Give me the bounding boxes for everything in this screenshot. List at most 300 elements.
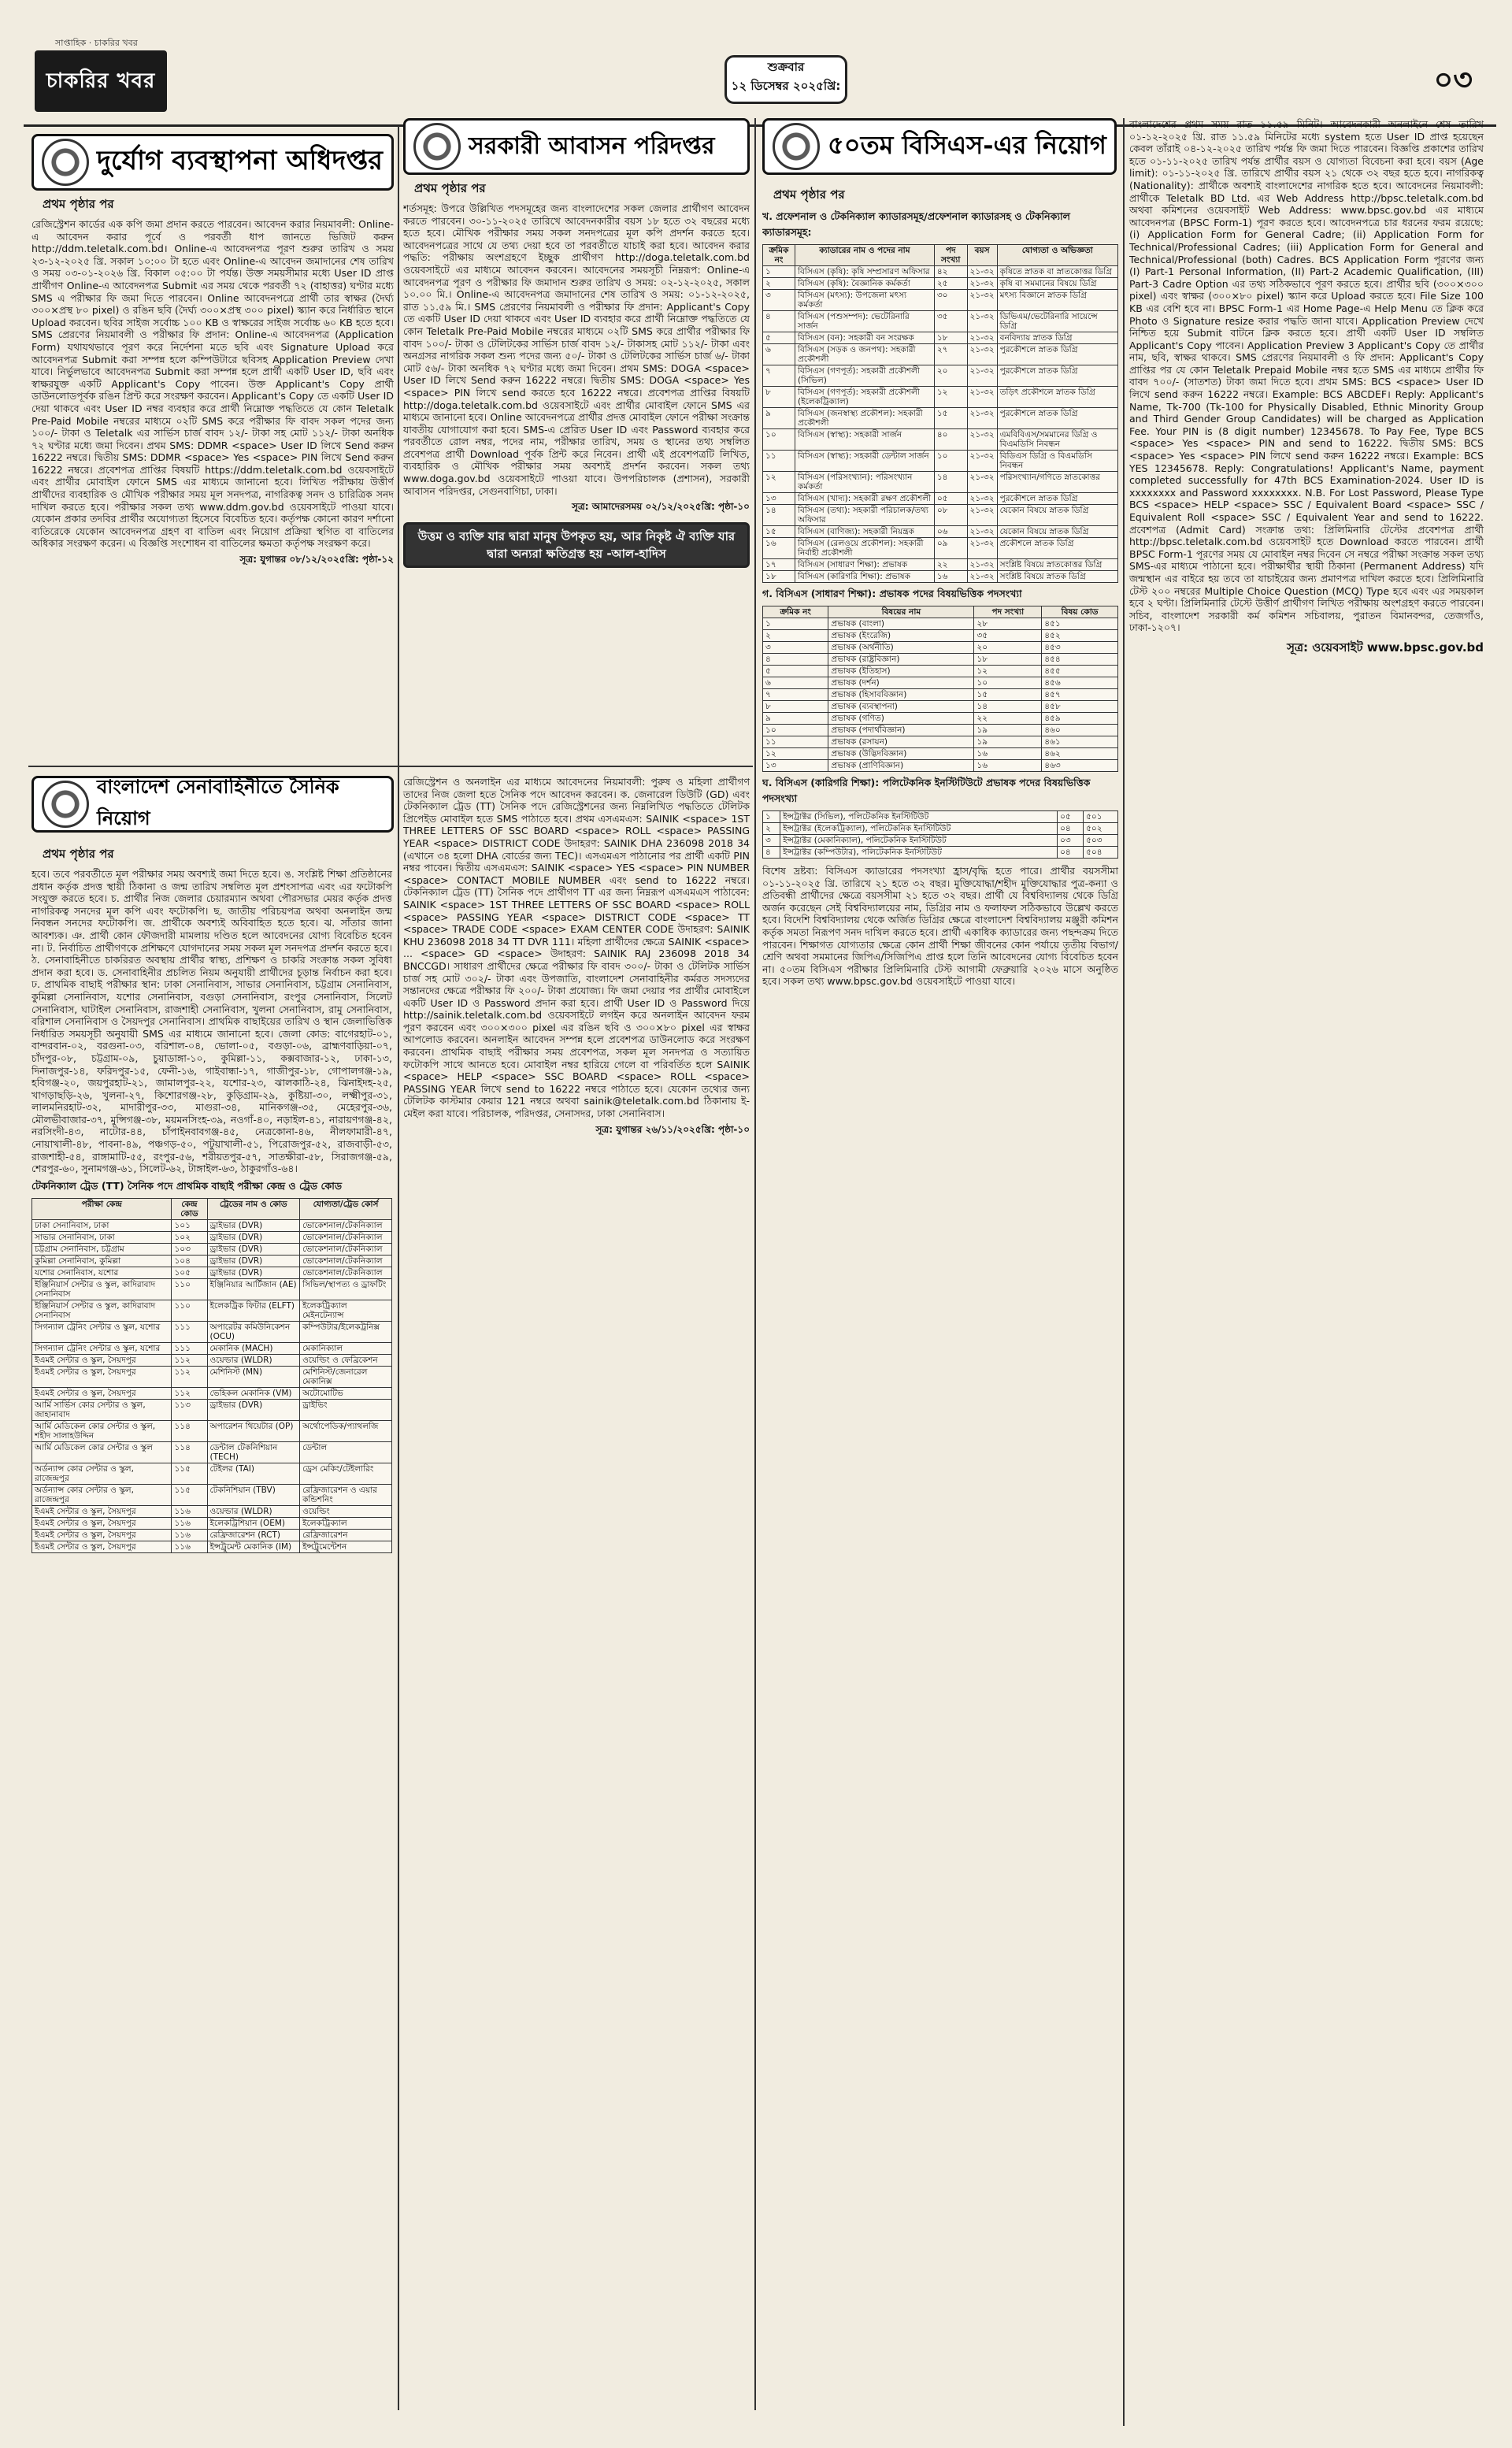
table-cell: ঢাকা সেনানিবাস, ঢাকা <box>32 1219 172 1231</box>
table-cell: ড্রাইভার (DVR) <box>207 1267 300 1278</box>
table-cell: পুরকৌশলে স্নাতক ডিগ্রি <box>997 493 1117 505</box>
table-cell: ৭ <box>763 689 828 701</box>
table-cell: ২১-৩২ <box>967 559 997 571</box>
table-cell: ১০৪ <box>172 1255 207 1267</box>
table-header-cell: পরীক্ষা কেন্দ্র <box>32 1198 172 1219</box>
table-cell: বিসিএস (বন): সহকারী বন সংরক্ষক <box>795 332 935 344</box>
table-row <box>763 725 1118 736</box>
table-cell: ৫০৪ <box>1084 847 1118 859</box>
table-cell: ১০৩ <box>172 1243 207 1255</box>
table-header-cell: ক্রমিক নং <box>763 245 795 266</box>
table-row <box>32 1463 392 1484</box>
table-cell: ২১-৩২ <box>967 538 997 559</box>
table-cell: ইন্সট্রুমেন্টেশন <box>300 1541 392 1552</box>
table-cell: ১১ <box>763 451 795 472</box>
issue-date: ১২ ডিসেম্বর ২০২৫খ্রি: <box>731 79 841 93</box>
table-cell: ১০১ <box>172 1219 207 1231</box>
table-cell: বিসিএস (কৃষি): বৈজ্ঞানিক কর্মকর্তা <box>795 278 935 290</box>
section-divider <box>28 766 753 767</box>
table-cell: অপারেটর কমিউনিকেশন (OCU) <box>207 1321 300 1342</box>
table-row <box>763 571 1118 583</box>
table-body <box>763 266 1118 583</box>
table-row <box>763 654 1118 666</box>
table-cell: ইএমই সেন্টার ও স্কুল, সৈয়দপুর <box>32 1354 172 1366</box>
table-cell: ৫০৩ <box>1084 835 1118 847</box>
table-cell: ইএমই সেন্টার ও স্কুল, সৈয়দপুর <box>32 1366 172 1387</box>
table-row <box>32 1484 392 1505</box>
bpsc-seal-icon <box>773 123 820 170</box>
table-header-cell: বিষয় কোড <box>1042 606 1118 618</box>
table-cell: ইএমই সেন্টার ও স্কুল, সৈয়দপুর <box>32 1387 172 1399</box>
table-cell: ১২ <box>763 472 795 493</box>
table-cell: ১ <box>763 266 795 278</box>
army-left-column <box>32 840 392 1553</box>
table-row <box>763 493 1118 505</box>
table-cell: ২৭ <box>934 344 967 365</box>
table-cell: ভোকেশনাল/টেকনিক্যাল <box>300 1231 392 1243</box>
table-cell: ২১-৩২ <box>967 387 997 408</box>
ddm-article <box>32 134 394 756</box>
table-cell: ১৫ <box>974 689 1042 701</box>
table-cell: ২১-৩২ <box>967 332 997 344</box>
army-title: বাংলাদেশ সেনাবাহিনীতে সৈনিক নিয়োগ <box>97 776 339 829</box>
table-cell: ১৪ <box>763 505 795 526</box>
table-cell: ৯ <box>763 713 828 725</box>
table-row <box>32 1219 392 1231</box>
table-row <box>763 689 1118 701</box>
table-cell: ০৬ <box>934 526 967 538</box>
table-cell: টেকনিশিয়ান (TBV) <box>207 1484 300 1505</box>
table-cell: ৩৫ <box>974 630 1042 642</box>
table-cell: ২৮ <box>974 618 1042 630</box>
bcs-continued: প্রথম পৃষ্ঠার পর <box>773 187 845 202</box>
bcs-section-1: খ. প্রফেশনাল ও টেকনিক্যাল ক্যাডারসমূহ/প্রফেশনাল ক্যাডারসহ ও টেকনিক্যাল ক্যাডারসমূহ: <box>762 210 1070 238</box>
table-cell: বিডিএস ডিগ্রি ও বিএমডিসি নিবন্ধন <box>997 451 1117 472</box>
ddm-source: সূত্র: যুগান্তর ০৮/১২/২০২৫খ্রি: পৃষ্ঠা-১২ <box>239 554 394 566</box>
army-body-left: হবে। তবে পরবর্তীতে মূল পরীক্ষার সময় অবশ্যই জমা দিতে হবে। ঙ. সংশ্লিষ্ট শিক্ষা প্রতিষ্ঠানের প্রধান কর্তৃক প্রদত্ত স্থায়ী ঠিকানা ও জন্ম তারিখ সম্বলিত মূল প্রশংসাপত্র এবং এর ফটোকপি সংযুক্ত করতে হবে। চ. প্রার্থীর নিজ জেলার চেয়ারম্যান অথবা পৌরসভার মেয়র কর্তৃক প্রদত্ত নাগরিকত্ব সনদের মূল কপি এবং ফটোকপি। ছ. জাতীয় পরিচয়পত্র অথবা অনলাইন জন্ম নিবন্ধন সনদের ফটোকপি। জ. প্রার্থীকে অবশ্যই অবিবাহিত হতে হবে। ঝ. সাঁতার জানা আবশ্যক। ঞ. প্রার্থী কোন ফৌজদারী মামলায় দণ্ডিত হলে আবেদনের যোগ্য বিবেচিত হবেন না। ট. নির্বাচিত প্রার্থীগণকে প্রশিক্ষণে যোগদানের সময় সকল মূল সনদপত্র প্রদর্শন করতে হবে। ঠ. সেনাবাহিনীতে চাকরিরত অবস্থায় প্রার্থীর স্বাস্থ্য, প্রশিক্ষণ ও চাকরি সংক্রান্ত সকল সুবিধা প্রদান করা হবে। ড. সেনাবাহিনীর প্রচলিত নিয়ম অনুযায়ী প্রার্থীদের চূড়ান্ত নির্বাচন করা হবে। ঢ. প্রাথমিক বাছাই পরীক্ষার স্থান: ঢাকা সেনানিবাস, সাভার সেনানিবাস, চট্টগ্রাম সেনানিবাস, কুমিল্লা সেনানিবাস, যশোর সেনানিবাস, বগুড়া সেনানিবাস, রংপুর সেনানিবাস, সিলেট সেনানিবাস, ঘাটাইল সেনানিবাস, রাজশাহী সেনানিবাস, খুলনা সেনানিবাস, রামু সেনানিবাস, বরিশাল সেনানিবাস ও সৈয়দপুর সেনানিবাস। প্রাথমিক বাছাইয়ের তারিখ ও স্থান জেলাভিত্তিক নির্ধারিত সময়সূচী অনুযায়ী SMS এর মাধ্যমে জানানো হবে। জেলা কোড: বাগেরহাট-০১, বান্দরবান-০২, বরগুনা-০৩, বরিশাল-০৪, ভোলা-০৫, বগুড়া-০৬, ব্রাহ্মণবাড়িয়া-০৭, চাঁদপুর-০৮, চট্টগ্রাম-০৯, চুয়াডাঙ্গা-১০, কুমিল্লা-১১, কক্সবাজার-১২, ঢাকা-১৩, দিনাজপুর-১৪, ফরিদপুর-১৫, ফেনী-১৬, গাইবান্ধা-১৭, গাজীপুর-১৮, গোপালগঞ্জ-১৯, হবিগঞ্জ-২০, জয়পুরহাট-২১, জামালপুর-২২, যশোর-২৩, ঝালকাঠি-২৪, ঝিনাইদহ-২৫, খাগড়াছড়ি-২৬, খুলনা-২৭, কিশোরগঞ্জ-২৮, কুড়িগ্রাম-২৯, কুষ্টিয়া-৩০, লক্ষ্মীপুর-৩১, লালমনিরহাট-৩২, মাদারীপুর-৩৩, মাগুরা-৩৪, মানিকগঞ্জ-৩৫, মেহেরপুর-৩৬, মৌলভীবাজার-৩৭, মুন্সিগঞ্জ-৩৮, ময়মনসিংহ-৩৯, নওগাঁ-৪০, নড়াইল-৪১, নারায়ণগঞ্জ-৪২, নরসিংদী-৪৩, নাটোর-৪৪, চাঁপাইনবাবগঞ্জ-৪৫, নেত্রকোনা-৪৬, নীলফামারী-৪৭, নোয়াখালী-৪৮, পাবনা-৪৯, পঞ্চগড়-৫০, পটুয়াখালী-৫১, পিরোজপুর-৫২, রাজবাড়ী-৫৩, রাজশাহী-৫৪, রাঙ্গামাটি-৫৫, রংপুর-৫৬, শরীয়তপুর-৫৭, সাতক্ষীরা-৫৮, সিরাজগঞ্জ-৫৯, শেরপুর-৬০, সুনামগঞ্জ-৬১, সিলেট-৬২, টাঙ্গাইল-৬৩, ঠাকুরগাঁও-৬৪। <box>32 868 392 1175</box>
table-cell: ৪৬১ <box>1042 736 1118 748</box>
table-cell: ৪৫৭ <box>1042 689 1118 701</box>
table-cell: ১৬ <box>934 571 967 583</box>
table-cell: ২ <box>763 630 828 642</box>
table-cell: বিসিএস (স্বাস্থ্য): সহকারী ডেন্টাল সার্জন <box>795 451 935 472</box>
issue-day: শুক্রবার <box>767 60 805 74</box>
housing-banner <box>403 118 750 175</box>
table-cell: সাভার সেনানিবাস, ঢাকা <box>32 1231 172 1243</box>
table-cell: ৪৬০ <box>1042 725 1118 736</box>
table-cell: বিসিএস (স্বাস্থ্য): সহকারী সার্জন <box>795 429 935 451</box>
table-cell: বিসিএস (বাণিজ্য): সহকারী নিয়ন্ত্রক <box>795 526 935 538</box>
table-cell: ইলেকট্রিক্যাল <box>300 1517 392 1529</box>
table-cell: ১১৫ <box>172 1484 207 1505</box>
table-header-row <box>763 245 1118 266</box>
table-cell: ১৩ <box>763 760 828 772</box>
table-cell: ১০ <box>974 677 1042 689</box>
table-row <box>763 278 1118 290</box>
table-cell: ২২ <box>934 559 967 571</box>
table-row <box>32 1255 392 1267</box>
masthead <box>24 38 1496 127</box>
table-cell: ২১-৩২ <box>967 429 997 451</box>
table-cell: রেফ্রিজারেশন (RCT) <box>207 1529 300 1541</box>
army-source: সূত্র: যুগান্তর ২৬/১১/২০২৫খ্রি: পৃষ্ঠা-১০ <box>595 1123 750 1135</box>
issue-date-box <box>724 55 847 104</box>
table-cell: ড্রাইভার (DVR) <box>207 1399 300 1420</box>
table-cell: ৪ <box>763 311 795 332</box>
table-row <box>763 666 1118 677</box>
table-cell: ২১-৩২ <box>967 451 997 472</box>
table-cell: আর্মি মেডিকেল কোর সেন্টার ও স্কুল <box>32 1441 172 1463</box>
bcs-body-left: বিশেষ দ্রষ্টব্য: বিসিএস ক্যাডারের পদসংখ্যা হ্রাস/বৃদ্ধি হতে পারে। প্রার্থীর বয়সসীমা ০১-১১-২০২৫ খ্রি. তারিখে ২১ হতে ৩২ বছর। মুক্তিযোদ্ধা/শহীদ মুক্তিযোদ্ধার পুত্র-কন্যা ও প্রতিবন্ধী প্রার্থীদের ক্ষেত্রে বয়সসীমা ২১ হতে ৩২ বছর। প্রার্থী যে বিশ্ববিদ্যালয় থেকে ডিগ্রি অর্জন করেছেন সেই বিশ্ববিদ্যালয়ের নাম, ডিগ্রির নাম ও ফলাফল সঠিকভাবে উল্লেখ করতে হবে। বিদেশি বিশ্ববিদ্যালয় থেকে অর্জিত ডিগ্রির ক্ষেত্রে বাংলাদেশ বিশ্ববিদ্যালয় মঞ্জুরী কমিশন কর্তৃক সমতা নিরূপণ সনদ দাখিল করতে হবে। প্রার্থী একাধিক ক্যাডারের জন্য পছন্দক্রম দিতে পারবেন। শিক্ষাগত যোগ্যতার ক্ষেত্রে কোন প্রার্থী শিক্ষা জীবনের কোন পর্যায়ে তৃতীয় বিভাগ/শ্রেণি অথবা সমমানের জিপিএ/সিজিপিএ প্রাপ্ত হলে তিনি আবেদনের যোগ্য বিবেচিত হবেন না। ৫০তম বিসিএস পরীক্ষার প্রিলিমিনারি টেস্ট আগামী ফেব্রুয়ারি ২০২৬ মাসে অনুষ্ঠিত হবে। সকল তথ্য www.bpsc.gov.bd ওয়েবসাইটে পাওয়া যাবে। <box>762 865 1118 988</box>
table-header-cell: পদ সংখ্যা <box>934 245 967 266</box>
table-cell: অর্ডন্যান্স কোর সেন্টার ও স্কুল, রাজেন্দ্রপুর <box>32 1463 172 1484</box>
table-cell: ইলেকট্রিক্যাল মেইনটেন্যান্স <box>300 1300 392 1321</box>
table-cell: ২১-৩২ <box>967 278 997 290</box>
table-cell: বিসিএস (খাদ্য): সহকারী রক্ষণ প্রকৌশলী <box>795 493 935 505</box>
table-cell: ৩ <box>763 835 780 847</box>
bcs-cadre-table <box>762 244 1118 583</box>
table-cell: ১৪ <box>934 472 967 493</box>
table-cell: ৯ <box>763 408 795 429</box>
table-cell: যেকোন বিষয়ে স্নাতক ডিগ্রি <box>997 526 1117 538</box>
table-cell: সিগন্যাল ট্রেনিং সেন্টার ও স্কুল, যশোর <box>32 1342 172 1354</box>
table-header-cell: পদ সংখ্যা <box>974 606 1042 618</box>
table-cell: ৪ <box>763 654 828 666</box>
table-cell: সিভিল/স্থাপত্য ও ড্রাফটিং <box>300 1278 392 1300</box>
table-cell: মেকানিক্যাল <box>300 1342 392 1354</box>
army-body-right: রেজিস্ট্রেশন ও অনলাইন এর মাধ্যমে আবেদনের নিয়মাবলী: পুরুষ ও মহিলা প্রার্থীগণ তাদের নিজ জেলা হতে সৈনিক পদে আবেদন করবেন। ক. জেনারেল ডিউটি (GD) এবং টেকনিক্যাল ট্রেড (TT) সৈনিক পদে রেজিস্ট্রেশনের জন্য নিম্নলিখিত পদ্ধতিতে টেলিটক প্রিপেইড মোবাইল হতে SMS পাঠাতে হবে। প্রথম এসএমএস: SAINIK <space> 1ST THREE LETTERS OF SSC BOARD <space> ROLL <space> PASSING YEAR <space> DISTRICT CODE উদাহরণ: SAINIK DHA 236098 2018 34 (এখানে ৩৪ হলো DHA বোর্ডের জন্য TEC)। এসএমএস পাঠানোর পর প্রার্থী একটি PIN নম্বর পাবেন। দ্বিতীয় এসএমএস: SAINIK <space> YES <space> PIN NUMBER <space> CONTACT MOBILE NUMBER এবং send to 16222 নম্বরে। টেকনিক্যাল ট্রেড (TT) সৈনিক পদে প্রার্থীগণ TT এর জন্য নিম্নরূপ এসএমএস পাঠাবেন: SAINIK <space> 1ST THREE LETTERS OF SSC BOARD <space> ROLL <space> PASSING YEAR <space> DISTRICT CODE <space> TT <space> TRADE CODE <space> EXAM CENTER CODE উদাহরণ: SAINIK KHU 236098 2018 34 TT DVR 111। মহিলা প্রার্থীদের ক্ষেত্রে SAINIK <space> ... <space> GD <space> উদাহরণ: SAINIK RAJ 236098 2018 34 BNCCGD। সাধারণ প্রার্থীদের ক্ষেত্রে পরীক্ষার ফি বাবদ ৩০০/- টাকা ও টেলিটক সার্ভিস চার্জ সহ মোট ৩০২/- টাকা এবং উপজাতি, বাংলাদেশ সেনাবাহিনীর কর্মরত সদস্যদের সন্তানদের ক্ষেত্রে পরীক্ষার ফি ২০০/- টাকা প্রযোজ্য। ফি জমা দেয়ার পর প্রার্থীর মোবাইলে একটি User ID ও Password প্রদান করা হবে। প্রার্থী User ID ও Password দিয়ে http://sainik.teletalk.com.bd ওয়েবসাইটে লগইন করে অনলাইন আবেদন ফরম পূরণ করবেন এবং ৩০০×৩০০ pixel এর রঙিন ছবি ও ৩০০×৮০ pixel এর স্বাক্ষর আপলোড করবেন। অনলাইন আবেদন সম্পন্ন হলে প্রবেশপত্র ডাউনলোড করে সংরক্ষণ করবেন। প্রাথমিক বাছাই পরীক্ষার সময় প্রবেশপত্র, সকল মূল সনদপত্র ও সত্যায়িত ফটোকপি সাথে আনতে হবে। মোবাইল নম্বর হারিয়ে গেলে বা পরিবর্তিত হলে SAINIK <space> HELP <space> SSC BOARD <space> ROLL <space> PASSING YEAR লিখে send to 16222 নম্বরে পাঠাতে হবে। যেকোন তথ্যের জন্য টেলিটক কাস্টমার কেয়ার 121 নম্বরে অথবা sainik@teletalk.com.bd ঠিকানায় ই-মেইল করা যাবে। পরিচালক, পরিদপ্তর, সেনাসদর, ঢাকা সেনানিবাস। <box>403 776 750 1120</box>
table-cell: ১২ <box>934 387 967 408</box>
table-cell: প্রভাষক (ইংরেজি) <box>828 630 974 642</box>
table-cell: ৭ <box>763 365 795 387</box>
table-cell: প্রভাষক (ইতিহাস) <box>828 666 974 677</box>
army-continued: প্রথম পৃষ্ঠার পর <box>43 847 114 861</box>
table-cell: ২১-৩২ <box>967 493 997 505</box>
ddm-banner <box>32 134 394 191</box>
army-table-caption: টেকনিক্যাল ট্রেড (TT) সৈনিক পদে প্রাথমিক বাছাই পরীক্ষা কেন্দ্র ও ট্রেড কোড <box>32 1179 343 1192</box>
table-row <box>763 344 1118 365</box>
table-cell: কুমিল্লা সেনানিবাস, কুমিল্লা <box>32 1255 172 1267</box>
table-header-cell: ক্রমিক নং <box>763 606 828 618</box>
table-cell: পরিসংখ্যান/গণিতে স্নাতকোত্তর <box>997 472 1117 493</box>
table-cell: ২৫ <box>934 278 967 290</box>
table-cell: ১৫ <box>763 526 795 538</box>
table-cell: ২১-৩২ <box>967 526 997 538</box>
table-cell: ১৬ <box>974 748 1042 760</box>
table-cell: ২১-৩২ <box>967 290 997 311</box>
table-cell: ইঞ্জিনিয়ার আর্টিজান (AE) <box>207 1278 300 1300</box>
table-cell: ৩০ <box>934 290 967 311</box>
table-cell: ১৯ <box>974 736 1042 748</box>
table-cell: বিসিএস (পশুসম্পদ): ভেটেরিনারি সার্জন <box>795 311 935 332</box>
table-cell: ইলেকট্রিশিয়ান (OEM) <box>207 1517 300 1529</box>
table-cell: কম্পিউটার/ইলেকট্রনিক্স <box>300 1321 392 1342</box>
table-cell: ২১-৩২ <box>967 472 997 493</box>
housing-article <box>403 118 750 764</box>
table-cell: ৩৫ <box>934 311 967 332</box>
table-cell: ইন্সট্রাক্টর (ইলেকট্রিক্যাল), পলিটেকনিক ইনস্টিটিউট <box>780 823 1058 835</box>
table-cell: ড্রাইভিং <box>300 1399 392 1420</box>
table-cell: ৩ <box>763 642 828 654</box>
bcs-section-3: ঘ. বিসিএস (কারিগরি শিক্ষা): পলিটেকনিক ইনস্টিটিউটে প্রভাষক পদের বিষয়ভিত্তিক পদসংখ্যা <box>762 777 1091 804</box>
bcs-body-right: বাংলাদেশের প্রথম সময় রাত ১১.৫৯ মিনিট। আবেদনকারী অনলাইনে শেষ তারিখ ০১-১২-২০২৫ খ্রি. রাত ১১.৫৯ মিনিটের মধ্যে system হতে User ID প্রাপ্ত হয়েছেন কেবল তাঁরাই ০৪-১২-২০২৫ তারিখ পর্যন্ত ফি জমা দিতে পারবেন। বিজ্ঞপ্তি প্রকাশের তারিখ হতে ০১-১১-২০২৫ তারিখ পর্যন্ত প্রার্থীর বয়স ও যোগ্যতা বিবেচনা করা হবে। বয়স (Age limit): ০১-১১-২০২৫ খ্রি. তারিখে প্রার্থীর বয়স ২১ থেকে ৩২ বছর হতে হবে। নাগরিকত্ব (Nationality): প্রার্থীকে অবশ্যই বাংলাদেশের নাগরিক হতে হবে। আবেদনের নিয়মাবলী: প্রার্থীকে Teletalk BD Ltd. এর Web Address http://bpsc.teletalk.com.bd অথবা কমিশনের ওয়েবসাইট Web Address: www.bpsc.gov.bd এর মাধ্যমে আবেদনপত্র (BPSC Form-1) পূরণ করতে হবে। আবেদনপত্রে চার ধরনের ফরম রয়েছে: (i) Application Form for General Cadre; (ii) Application Form for Technical/Professional Cadres; (iii) Application Form for General and Technical/Professional (both) Cadres. BCS Application Form পূরণের জন্য (I) Part-1 Personal Information, (II) Part-2 Academic Qualification, (III) Part-3 Cadre Option এর তথ্য সঠিকভাবে পূরণ করতে হবে। প্রার্থীর ছবি (৩০০×৩০০ pixel) এবং স্বাক্ষর (৩০০×৮০ pixel) স্ক্যান করে Upload করতে হবে। File Size 100 KB এর বেশি হবে না। BPSC Form-1 এর Home Page-এ Help Menu তে ক্লিক করে Photo ও Signature resize করার পদ্ধতি জানা যাবে। Application Preview দেখে নিশ্চিত হয়ে Submit বাটনে ক্লিক করতে হবে। প্রার্থী একটি User ID সম্বলিত Applicant's Copy পাবেন। Application Preview 3 Applicant's Copy তে প্রার্থীর নাম, ছবি, স্বাক্ষর থাকবে। SMS প্রেরণের নিয়মাবলী ও ফি প্রদান: Applicant's Copy প্রাপ্তির পর যে কোন Teletalk Prepaid Mobile নম্বর হতে SMS এর মাধ্যমে প্রার্থীর ফি বাবদ ৭০০/- (সাতশত) টাকা জমা দিতে হবে। প্রথম SMS: BCS <space> User ID লিখে send করুন 16222 নম্বরে। Example: BCS ABCDEF। Reply: Applicant's Name, Tk-700 (Tk-100 for Physically Disabled, Ethnic Minority Group and Third Gender Group Candidates) will be charged as Application Fee. Your PIN is (8 digit number) 12345678. To Pay Fee, Type BCS <space> Yes <space> PIN and send to 16222. দ্বিতীয় SMS: BCS <space> Yes <space> PIN লিখে send করুন 16222 নম্বরে। Example: BCS YES 12345678. Reply: Congratulations! Applicant's Name, payment completed successfully for 47th BCS Examination-2024. User ID is xxxxxxxx and Password xxxxxxxx. N.B. For Lost Password, Please Type BCS <space> HELP <space> SSC / Equivalent Board <space> SSC / Equivalent Roll <space> SSC / Equivalent Year and send to 16222. প্রবেশপত্র (Admit Card) সংক্রান্ত তথ্য: প্রিলিমিনারি টেস্টের প্রবেশপত্র প্রার্থী http://bpsc.teletalk.com.bd ওয়েবসাইট হতে Download করতে পারবেন। প্রার্থী BPSC Form-1 পূরণের সময় যে মোবাইল নম্বর দিবেন সে নম্বরে পরীক্ষা সংক্রান্ত সকল তথ্য SMS-এর মাধ্যমে পাঠানো হবে। পরীক্ষার্থীর স্থায়ী ঠিকানা (Permanent Address) যদি জন্মস্থান এর বাইরে হয় তবে তা যাচাইয়ের জন্য প্রমাণপত্র দাখিল করতে হবে। প্রিলিমিনারি টেস্ট ২০০ নম্বরের Multiple Choice Question (MCQ) Type হবে এবং এর সময়কাল হবে ২ ঘণ্টা। প্রিলিমিনারি টেস্টে উত্তীর্ণ প্রার্থীগণ লিখিত পরীক্ষায় অংশগ্রহণ করতে পারবেন। সচিব, বাংলাদেশ সরকারী কর্ম কমিশন সচিবালয়, পুরাতন বিমানবন্দর, তেজগাঁও, ঢাকা-১২০৭। <box>1129 118 1484 634</box>
table-row <box>763 713 1118 725</box>
table-row <box>32 1517 392 1529</box>
bcs-website: সূত্র: ওয়েবসাইট www.bpsc.gov.bd <box>1287 640 1484 655</box>
table-cell: ড্রাইভার (DVR) <box>207 1231 300 1243</box>
table-cell: ৪৫২ <box>1042 630 1118 642</box>
table-header-cell: যোগ্যতা/ট্রেড কোর্স <box>300 1198 392 1219</box>
table-cell: ৬ <box>763 344 795 365</box>
hadith-quote: উত্তম ও ব্যক্তি যার দ্বারা মানুষ উপকৃত হয়, আর নিকৃষ্ট ঐ ব্যক্তি যার দ্বারা অন্যরা ক্ষতিগ্রস্ত হয় -আল-হাদিস <box>403 522 750 568</box>
housing-body: শর্তসমূহ: উপরে উল্লিখিত পদসমূহের জন্য বাংলাদেশের সকল জেলার প্রার্থীগণ আবেদন করতে পারবেন। ৩০-১১-২০২৫ তারিখে আবেদনকারীর বয়স ১৮ হতে ৩২ বছরের মধ্যে হতে হবে। মৌখিক পরীক্ষার সময় সকল সনদপত্রের মূল কপি প্রদর্শন করতে হবে। আবেদনপত্রের সাথে যে তথ্য দেয়া হবে তা পরবর্তীতে যাচাই করা হবে। আবেদন করার পদ্ধতি: পরীক্ষায় অংশগ্রহণে ইচ্ছুক প্রার্থীগণ http://doga.teletalk.com.bd ওয়েবসাইটে এর মাধ্যমে আবেদন করবেন। আবেদনের সময়সূচী নিম্নরূপ: Online-এ আবেদনপত্র পূরণ ও পরীক্ষার ফি জমাদান শুরুর তারিখ ও সময়: ০২-১২-২০২৫, সকাল ১০.০০ মি.। Online-এ আবেদনপত্র জমাদানের শেষ তারিখ ও সময়: ০১-১২-২০২৫, রাত ১১.৫৯ মি.। SMS প্রেরণের নিয়মাবলী ও পরীক্ষার ফি প্রদান: Applicant's Copy তে একটি User ID দেয়া থাকবে এবং User ID ব্যবহার করে প্রার্থী নিম্নোক্ত পদ্ধতিতে যে কোন Teletalk Pre-Paid Mobile নম্বরের মাধ্যমে ০২টি SMS করে প্রার্থীর পরীক্ষার ফি বাবদ ১০০/- টাকা ও টেলিটকের সার্ভিস চার্জ বাবদ ১২/- টাকাসহ মোট ১১২/- টাকা এবং অনগ্রসর নাগরিক সকল শুন্য পদের জন্য ৫০/- টাকা ও টেলিটকের সার্ভিস চার্জ ৬/- টাকা মোট ৫৬/- টাকা অনধিক ৭২ ঘণ্টার মধ্যে জমা দিবেন। প্রথম SMS: DOGA <space> User ID লিখে Send করুন 16222 নম্বরে। দ্বিতীয় SMS: DOGA <space> Yes <space> PIN লিখে send করতে হবে 16222 নম্বরে। প্রবেশপত্র প্রাপ্তির বিষয়টি http://doga.teletalk.com.bd ওয়েবসাইটে এবং প্রার্থীর মোবাইল ফোনে SMS এর মাধ্যমে জানানো হবে। Online আবেদনপত্রে প্রার্থীর প্রদত্ত মোবাইল ফোনে পরীক্ষা সংক্রান্ত যাবতীয় যোগাযোগ করা হবে। SMS-এ প্রেরিত User ID এবং Password ব্যবহার করে পরবর্তীতে রোল নম্বর, পদের নাম, পরীক্ষার তারিখ, সময় ও স্থানের তথ্য সম্বলিত প্রবেশপত্র প্রার্থী Download পূর্বক প্রিন্ট করে নিবেন। প্রার্থী এই প্রবেশপত্রটি লিখিত, ব্যবহারিক ও মৌখিক পরীক্ষার সময় অবশ্যই প্রদর্শন করবেন। সকল তথ্য www.doga.gov.bd ওয়েবসাইটে পাওয়া যাবে। উপপরিচালক (প্রশাসন), সরকারী আবাসন পরিদপ্তর, সেগুনবাগিচা, ঢাকা। <box>403 202 750 497</box>
table-cell: ৫ <box>763 666 828 677</box>
table-cell: ৪৫১ <box>1042 618 1118 630</box>
table-cell: ১৪ <box>974 701 1042 713</box>
newspaper-logo: চাকরির খবর <box>35 50 167 112</box>
table-row <box>32 1529 392 1541</box>
table-row <box>763 365 1118 387</box>
table-cell: ২১-৩২ <box>967 408 997 429</box>
table-cell: ২১-৩২ <box>967 266 997 278</box>
table-cell: বিসিএস (সড়ক ও জনপথ): সহকারী প্রকৌশলী <box>795 344 935 365</box>
table-cell: যেকোন বিষয়ে স্নাতক ডিগ্রি <box>997 505 1117 526</box>
table-row <box>32 1541 392 1552</box>
ddm-body: রেজিস্ট্রেশন কার্ডের এক কপি জমা প্রদান করতে পারবেন। আবেদন করার নিয়মাবলী: Online-এ আবেদন করার পূর্বে ও পরবর্তী ধাপ জানতে ভিজিট করুন http://ddm.teletalk.com.bd। Online-এ আবেদনপত্র পূরণ শুরুর তারিখ ও সময় ২৩-১২-২০২৫ খ্রি. সকাল ১০:০০ টা হতে এবং Online-এ আবেদন জমাদানের শেষ তারিখ ও সময় ০৩-০১-২০২৬ খ্রি. বিকাল ০৫:০০ টা পর্যন্ত। উক্ত সময়সীমার মধ্যে User ID প্রাপ্ত প্রার্থীগণ Online-এ আবেদনপত্র Submit এর সময় থেকে পরবর্তী ৭২ (বাহাত্তর) ঘণ্টার মধ্যে SMS এ পরীক্ষার ফি জমা দিতে পারবেন। Online আবেদনপত্রে প্রার্থী তার স্বাক্ষর (দৈর্ঘ্য ৩০০×প্রস্থ ৮০ pixel) ও রঙিন ছবি (দৈর্ঘ্য ৩০০×প্রস্থ ৩০০ pixel) স্ক্যান করে নির্ধারিত স্থানে Upload করবেন। ছবির সাইজ সর্বোচ্চ ১০০ KB ও স্বাক্ষরের সাইজ সর্বোচ্চ ৬০ KB হতে হবে। SMS প্রেরণের নিয়মাবলী ও পরীক্ষার ফি প্রদান: Online-এ আবেদনপত্র (Application Form) যথাযথভাবে পূরণ করে নির্দেশনা মতে ছবি এবং Signature Upload করে আবেদনপত্র Submit করা সম্পন্ন হলে কম্পিউটারে ছবিসহ Application Preview দেখা যাবে। নির্ভুলভাবে আবেদনপত্র Submit করা সম্পন্ন হলে প্রার্থী একটি User ID, ছবি এবং স্বাক্ষরযুক্ত একটি Applicant's Copy পাবেন। উক্ত Applicant's Copy প্রার্থী ডাউনলোডপূর্বক রঙিন প্রিন্ট করে সংরক্ষণ করবেন। Applicant's Copy তে একটি User ID দেয়া থাকবে এবং User ID নম্বর ব্যবহার করে প্রার্থী নিম্নোক্ত পদ্ধতিতে যে কোন Teletalk Pre-Paid Mobile নম্বরের মাধ্যমে ০২টি SMS করে পরীক্ষার ফি বাবদ সকল পদের জন্য ১০০/- টাকা ও Teletalk এর সার্ভিস চার্জ বাবদ ১২/- টাকা সহ মোট ১১২/- টাকা অনধিক ৭২ ঘণ্টার মধ্যে জমা দিবেন। প্রথম SMS: DDMR <space> User ID লিখে Send করুন 16222 নম্বরে। দ্বিতীয় SMS: DDMR <space> Yes <space> PIN লিখে Send করুন 16222 নম্বরে। প্রবেশপত্র প্রাপ্তির বিষয়টি https://ddm.teletalk.com.bd ওয়েবসাইটে এবং প্রার্থীর মোবাইল ফোনে SMS এর মাধ্যমে জানানো হবে। লিখিত পরীক্ষায় উত্তীর্ণ প্রার্থীদের ব্যবহারিক ও মৌখিক পরীক্ষার সময় মূল সনদপত্র, নাগরিকত্ব সনদ ও চারিত্রিক সনদ দাখিল করতে হবে। পরীক্ষার সকল তথ্য www.ddm.gov.bd ওয়েবসাইটে পাওয়া যাবে। যেকোন প্রকার তদবির প্রার্থীর অযোগ্যতা হিসেবে বিবেচিত হবে। কর্তৃপক্ষ কোনো কারণ দর্শানো ব্যতিরেকে যেকোন আবেদনপত্র গ্রহণ বা বাতিল এবং নিয়োগ প্রক্রিয়া স্থগিত বা বাতিলের অধিকার সংরক্ষণ করেন। এ বিজ্ঞপ্তি সংশোধন বা বাতিলের ক্ষমতা কর্তৃপক্ষ সংরক্ষণ করে। <box>32 218 394 550</box>
bcs-right-column <box>1129 118 1484 658</box>
table-cell: ভোকেশনাল/টেকনিক্যাল <box>300 1243 392 1255</box>
table-row <box>32 1420 392 1441</box>
table-cell: ওয়েল্ডার (WLDR) <box>207 1505 300 1517</box>
table-cell: কৃষিতে স্নাতক বা স্নাতকোত্তর ডিগ্রি <box>997 266 1117 278</box>
table-cell: সিগন্যাল ট্রেনিং সেন্টার ও স্কুল, যশোর <box>32 1321 172 1342</box>
table-cell: ১১০ <box>172 1278 207 1300</box>
table-row <box>763 559 1118 571</box>
table-cell: বিসিএস (তথ্য): সহকারী পরিচালক/তথ্য অফিসার <box>795 505 935 526</box>
table-cell: ২১-৩২ <box>967 344 997 365</box>
table-cell: বিসিএস (মৎস্য): উপজেলা মৎস্য কর্মকর্তা <box>795 290 935 311</box>
table-cell: ১১৬ <box>172 1505 207 1517</box>
table-cell: ড্রেস মেকিং/টেইলারিং <box>300 1463 392 1484</box>
table-cell: ২১-৩২ <box>967 505 997 526</box>
table-cell: ১৬ <box>763 538 795 559</box>
govt-seal-icon <box>413 123 461 170</box>
table-cell: ইএমই সেন্টার ও স্কুল, সৈয়দপুর <box>32 1529 172 1541</box>
table-cell: মেশিনিস্ট (MN) <box>207 1366 300 1387</box>
table-cell: ১১৪ <box>172 1441 207 1463</box>
table-row <box>763 538 1118 559</box>
table-cell: ৪০ <box>934 429 967 451</box>
table-row <box>32 1321 392 1342</box>
table-cell: ড্রাইভার (DVR) <box>207 1243 300 1255</box>
table-cell: ইএমই সেন্টার ও স্কুল, সৈয়দপুর <box>32 1517 172 1529</box>
table-cell: ৪৫৮ <box>1042 701 1118 713</box>
column-divider <box>754 118 756 2410</box>
table-cell: ইঞ্জিনিয়ার্স সেন্টার ও স্কুল, কাদিরাবাদ সেনানিবাস <box>32 1300 172 1321</box>
table-cell: ইলেকট্রিক ফিটার (ELFT) <box>207 1300 300 1321</box>
table-cell: ওয়েল্ডার (WLDR) <box>207 1354 300 1366</box>
table-cell: ৪২ <box>934 266 967 278</box>
table-cell: প্রভাষক (অর্থনীতি) <box>828 642 974 654</box>
table-cell: প্রভাষক (দর্শন) <box>828 677 974 689</box>
table-row <box>32 1387 392 1399</box>
table-cell: বিসিএস (কারিগরি শিক্ষা): প্রভাষক <box>795 571 935 583</box>
table-row <box>763 505 1118 526</box>
table-cell: যশোর সেনানিবাস, যশোর <box>32 1267 172 1278</box>
table-cell: ড্রাইভার (DVR) <box>207 1219 300 1231</box>
table-row <box>763 748 1118 760</box>
army-right-column <box>403 776 750 1139</box>
table-row <box>763 823 1118 835</box>
table-row <box>32 1300 392 1321</box>
table-cell: প্রভাষক (উদ্ভিদবিজ্ঞান) <box>828 748 974 760</box>
housing-source: সূত্র: আমাদেরসময় ০২/১২/২০২৫খ্রি: পৃষ্ঠা-১০ <box>572 501 750 513</box>
bcs-section-2: গ. বিসিএস (সাধারণ শিক্ষা): প্রভাষক পদের বিষয়ভিত্তিক পদসংখ্যা <box>762 588 1022 599</box>
table-row <box>32 1267 392 1278</box>
table-cell: কৃষি বা সমমানের বিষয়ে ডিগ্রি <box>997 278 1117 290</box>
table-cell: ৬ <box>763 677 828 689</box>
page-number: ০৩ <box>1433 62 1473 97</box>
army-trade-table <box>32 1198 392 1553</box>
table-cell: মৎস্য বিজ্ঞানে স্নাতক ডিগ্রি <box>997 290 1117 311</box>
table-cell: ৩ <box>763 290 795 311</box>
table-header-cell: ট্রেডের নাম ও কোড <box>207 1198 300 1219</box>
table-cell: ১১০ <box>172 1300 207 1321</box>
column-divider <box>1123 118 1125 2426</box>
table-cell: ১১৬ <box>172 1517 207 1529</box>
table-cell: টেইলর (TAI) <box>207 1463 300 1484</box>
table-row <box>763 630 1118 642</box>
army-banner <box>32 776 394 833</box>
table-row <box>763 472 1118 493</box>
table-cell: ৫০২ <box>1084 823 1118 835</box>
bcs-title: ৫০তম বিসিএস-এর নিয়োগ <box>828 130 1106 160</box>
table-cell: ইএমই সেন্টার ও স্কুল, সৈয়দপুর <box>32 1541 172 1552</box>
ddm-title: দুর্যোগ ব্যবস্থাপনা অধিদপ্তর <box>97 144 383 176</box>
table-cell: ৪৫৩ <box>1042 642 1118 654</box>
table-cell: ২ <box>763 823 780 835</box>
table-cell: ভোকেশনাল/টেকনিক্যাল <box>300 1219 392 1231</box>
table-cell: বিসিএস (পরিসংখ্যান): পরিসংখ্যান কর্মকর্তা <box>795 472 935 493</box>
table-cell: আর্মি সার্ভিস কোর সেন্টার ও স্কুল, জাহানাবাদ <box>32 1399 172 1420</box>
table-cell: ইন্সট্রুমেন্ট মেকানিক (IM) <box>207 1541 300 1552</box>
table-cell: ১৭ <box>763 559 795 571</box>
table-cell: সংশ্লিষ্ট বিষয়ে স্নাতকোত্তর ডিগ্রি <box>997 559 1117 571</box>
table-cell: ৫০১ <box>1084 811 1118 823</box>
table-cell: ইঞ্জিনিয়ার্স সেন্টার ও স্কুল, কাদিরাবাদ সেনানিবাস <box>32 1278 172 1300</box>
table-cell: বিসিএস (রেলওয়ে প্রকৌশল): সহকারী নির্বাহী প্রকৌশলী <box>795 538 935 559</box>
table-cell: ১২ <box>974 666 1042 677</box>
table-cell: ৮ <box>763 701 828 713</box>
table-cell: রেফ্রিজারেশন ও এয়ার কন্ডিশনিং <box>300 1484 392 1505</box>
table-cell: মেকানিক (MACH) <box>207 1342 300 1354</box>
table-cell: প্রভাষক (গণিত) <box>828 713 974 725</box>
table-cell: ১১৫ <box>172 1463 207 1484</box>
table-row <box>763 451 1118 472</box>
table-cell: ০৮ <box>934 505 967 526</box>
table-cell: ইএমই সেন্টার ও স্কুল, সৈয়দপুর <box>32 1505 172 1517</box>
table-cell: ডেন্টাল <box>300 1441 392 1463</box>
table-cell: ১১১ <box>172 1342 207 1354</box>
table-cell: প্রভাষক (হিসাববিজ্ঞান) <box>828 689 974 701</box>
table-cell: রেফ্রিজারেশন <box>300 1529 392 1541</box>
table-cell: ১৮ <box>974 654 1042 666</box>
table-cell: বিসিএস (গণপূর্ত): সহকারী প্রকৌশলী (সিভিল) <box>795 365 935 387</box>
table-row <box>763 736 1118 748</box>
table-cell: ৪৬৩ <box>1042 760 1118 772</box>
table-cell: ২০ <box>934 365 967 387</box>
table-cell: ১ <box>763 618 828 630</box>
table-cell: ১০ <box>763 725 828 736</box>
table-cell: বনবিদ্যায় স্নাতক ডিগ্রি <box>997 332 1117 344</box>
table-cell: প্রভাষক (রাষ্ট্রবিজ্ঞান) <box>828 654 974 666</box>
table-cell: বিসিএস (গণপূর্ত): সহকারী প্রকৌশলী (ইলেকট্রিক্যাল) <box>795 387 935 408</box>
table-cell: ১৫ <box>934 408 967 429</box>
table-header-cell: বয়স <box>967 245 997 266</box>
table-cell: ওয়েল্ডিং <box>300 1505 392 1517</box>
table-cell: ৮ <box>763 387 795 408</box>
army-emblem-icon <box>42 781 89 828</box>
table-row <box>32 1354 392 1366</box>
table-cell: অর্ডন্যান্স কোর সেন্টার ও স্কুল, রাজেন্দ্রপুর <box>32 1484 172 1505</box>
table-row <box>763 311 1118 332</box>
table-row <box>763 408 1118 429</box>
table-header-row <box>763 606 1118 618</box>
table-cell: ১১৪ <box>172 1420 207 1441</box>
table-row <box>32 1366 392 1387</box>
table-cell: ভোকেশনাল/টেকনিক্যাল <box>300 1255 392 1267</box>
table-row <box>763 429 1118 451</box>
table-cell: এমবিবিএস/সমমানের ডিগ্রি ও বিএমডিসি নিবন্ধন <box>997 429 1117 451</box>
bcs-banner <box>762 118 1117 175</box>
table-cell: ৪৫৫ <box>1042 666 1118 677</box>
table-cell: ১০৫ <box>172 1267 207 1278</box>
table-row <box>32 1231 392 1243</box>
table-row <box>32 1243 392 1255</box>
table-cell: ১০২ <box>172 1231 207 1243</box>
table-header-cell: যোগ্যতা ও অভিজ্ঞতা <box>997 245 1117 266</box>
bcs-left-column <box>762 181 1118 988</box>
table-cell: ১০ <box>763 429 795 451</box>
table-header-cell: কেন্দ্র কোড <box>172 1198 207 1219</box>
table-cell: ২১-৩২ <box>967 311 997 332</box>
table-row <box>763 760 1118 772</box>
table-cell: বিসিএস (সাধারণ শিক্ষা): প্রভাষক <box>795 559 935 571</box>
bcs-article <box>762 118 1487 2434</box>
table-cell: আর্মি মেডিকেল কোর সেন্টার ও স্কুল, শহীদ সালাহউদ্দিন <box>32 1420 172 1441</box>
table-row <box>763 266 1118 278</box>
table-cell: ৫ <box>763 332 795 344</box>
table-cell: ০৯ <box>934 538 967 559</box>
table-cell: অপারেশন থিয়েটার (OP) <box>207 1420 300 1441</box>
table-cell: প্রভাষক (বাংলা) <box>828 618 974 630</box>
table-cell: ১১ <box>763 736 828 748</box>
table-cell: ৪ <box>763 847 780 859</box>
table-row <box>32 1278 392 1300</box>
table-cell: ২১-৩২ <box>967 365 997 387</box>
table-cell: ইন্সট্রাক্টর (মেকানিক্যাল), পলিটেকনিক ইনস্টিটিউট <box>780 835 1058 847</box>
table-row <box>763 332 1118 344</box>
bcs-subject-table <box>762 606 1118 772</box>
table-cell: ০৪ <box>1058 823 1084 835</box>
table-row <box>763 387 1118 408</box>
table-cell: ইন্সট্রাক্টর (সিভিল), পলিটেকনিক ইনস্টিটিউট <box>780 811 1058 823</box>
table-row <box>32 1342 392 1354</box>
table-cell: ইন্সট্রাক্টর (কম্পিউটার), পলিটেকনিক ইনস্টিটিউট <box>780 847 1058 859</box>
table-cell: ৪৬২ <box>1042 748 1118 760</box>
table-cell: ১০ <box>934 451 967 472</box>
table-cell: ১২ <box>763 748 828 760</box>
